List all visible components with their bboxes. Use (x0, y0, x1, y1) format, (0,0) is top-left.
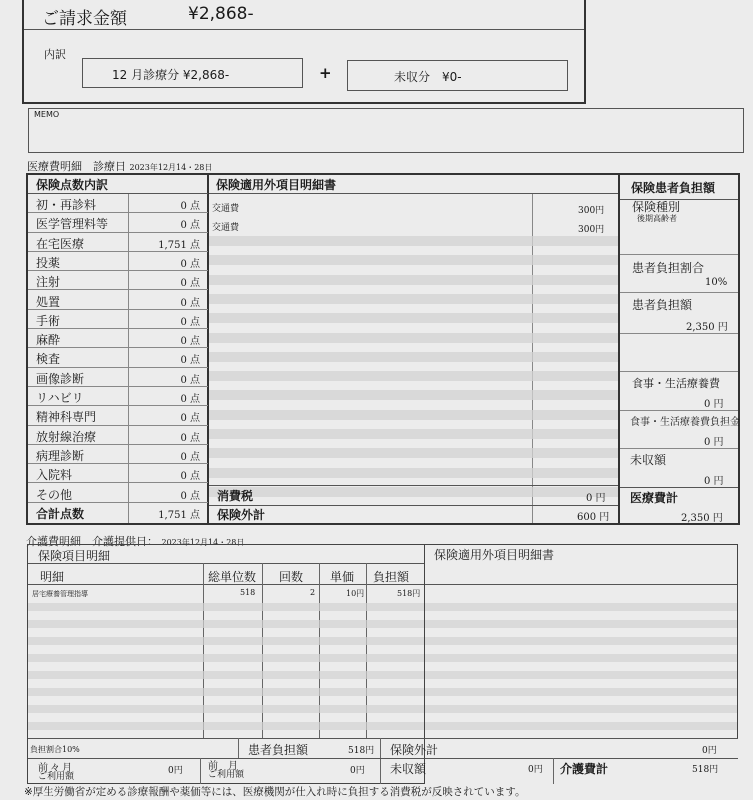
care-col-units: 総単位数 (208, 570, 257, 584)
points-row-value: 0 点 (180, 451, 200, 463)
points-row-value: 0 点 (180, 374, 200, 386)
noncovered-stripe (209, 487, 618, 497)
noncovered-stripe (209, 255, 618, 265)
points-row-label: 処置 (36, 294, 61, 309)
burden-rule (620, 292, 738, 293)
total-rule (620, 487, 738, 488)
points-row-label: リハビリ (36, 391, 84, 405)
care-noncov-sep (380, 738, 381, 784)
care-footer-rule (28, 738, 738, 739)
care-row-name: 居宅療養管理指導 (32, 590, 88, 598)
care-noncovered-stripe (425, 637, 737, 645)
meal-value: 0 円 (704, 399, 724, 410)
noncovered-stripe (209, 352, 618, 362)
points-row-label: その他 (36, 487, 73, 502)
care-stripe (28, 637, 424, 645)
ins-type-value: 後期高齢者 (637, 214, 677, 223)
care-prev-label-2: ご利用額 (38, 772, 75, 782)
noncovered-item-2-label: 交通費 (212, 223, 240, 233)
care-col-burden: 負担額 (373, 570, 410, 584)
care-stripe (28, 671, 424, 679)
points-row-label: 注射 (36, 275, 61, 290)
points-row-label: 病理診断 (36, 448, 85, 463)
care-heading-text: 介護費明細 介護提供日： (26, 535, 158, 548)
care-noncovered-section: 保険適用外項目明細書 (434, 548, 555, 562)
noncovered-stripe (209, 371, 618, 381)
care-stripe (28, 722, 424, 730)
care-covered-section: 保険項目明細 (38, 549, 111, 563)
points-row (28, 464, 208, 483)
care-footer-rule-2 (28, 758, 738, 759)
tax-value: 0 円 (586, 493, 606, 504)
burden-bottom-rule (620, 333, 738, 334)
col-points-header: 保険点数内訳 (36, 178, 109, 192)
tax-rule (209, 485, 618, 486)
care-noncovered-total-value: 0円 (702, 746, 717, 756)
care-prev-sep (200, 758, 201, 784)
unpaid-label: 未収額 (630, 453, 667, 467)
noncovered-item-2-value: 300円 (578, 225, 605, 235)
care-noncovered-stripe (425, 620, 737, 628)
points-row-value: 0 点 (180, 201, 200, 212)
care-col-price: 単価 (330, 570, 355, 584)
meal-burden-rule (620, 410, 738, 411)
care-row-burden: 518円 (397, 589, 421, 598)
points-row-label: 精神科専門 (36, 410, 97, 425)
noncovered-stripe (209, 429, 618, 439)
care-prev2-value: 0円 (350, 766, 365, 776)
tax-label: 消費税 (217, 489, 254, 503)
care-row-units: 518 (240, 588, 256, 597)
points-row-value: 0 点 (180, 278, 200, 290)
care-unpaid-label: 未収額 (390, 762, 427, 776)
points-row-label: 麻酔 (36, 333, 61, 348)
noncovered-stripe (209, 275, 618, 285)
rate-label: 患者負担割合 (632, 261, 705, 275)
points-row-value: 0 点 (180, 336, 200, 348)
noncovered-item-1-label: 交通費 (212, 204, 240, 214)
points-row (28, 271, 208, 290)
points-row-label: 手術 (36, 313, 61, 328)
care-noncovered-stripe (425, 654, 737, 662)
care-col-detail: 明細 (40, 570, 65, 584)
points-row-label: 画像診断 (36, 371, 85, 386)
noncovered-item-1-value: 300円 (578, 206, 605, 216)
care-noncovered-stripe (425, 603, 737, 611)
unpaid-rule (620, 448, 738, 449)
total-points-row (28, 503, 208, 523)
care-rate-note: 負担割合10% (30, 745, 80, 754)
points-row-value: 0 点 (180, 355, 200, 367)
points-row (28, 348, 208, 367)
points-row-value: 1,751 点 (158, 239, 200, 251)
points-row-label: 医学管理料等 (36, 217, 109, 232)
unpaid-value: 0 円 (704, 476, 724, 487)
memo-box (28, 108, 744, 153)
points-row (28, 252, 208, 271)
points-row-label: 入院料 (36, 468, 73, 483)
care-prev-label-1: 前々月 (38, 763, 74, 774)
rate-rule (620, 254, 738, 255)
points-row (28, 233, 208, 252)
points-row-value: 0 点 (180, 316, 200, 328)
burden-label: 患者負担額 (632, 298, 693, 312)
points-row-label: 放射線治療 (36, 429, 97, 444)
points-row (28, 310, 208, 329)
care-stripe (28, 603, 424, 611)
meal-burden-label: 食事・生活療養費負担金 (630, 417, 740, 428)
care-header-rule-top (28, 563, 424, 564)
care-burden-sep (238, 738, 239, 758)
points-row-value: 0 点 (180, 297, 200, 309)
points-row-label: 投薬 (36, 255, 61, 270)
points-row-value: 0 点 (180, 220, 200, 232)
points-row (28, 368, 208, 387)
care-row-count: 2 (310, 588, 316, 597)
care-patient-burden-value: 518円 (348, 746, 375, 756)
points-row-value: 0 点 (180, 394, 200, 405)
noncovered-total-value: 600 円 (577, 512, 610, 523)
december-amount: 12 月診療分 ¥2,868- (112, 68, 230, 82)
col-patient-header: 保険患者負担額 (631, 181, 716, 195)
noncovered-stripe (209, 390, 618, 400)
care-total-label: 介護費計 (560, 762, 609, 776)
memo-label: MEMO (34, 110, 60, 119)
care-total-value: 518円 (692, 765, 719, 775)
points-row-value: 0 点 (180, 432, 200, 444)
care-stripe (28, 705, 424, 713)
points-row-label: 在宅医療 (36, 236, 85, 251)
medical-total-value: 2,350 円 (681, 513, 723, 524)
noncovered-stripe (209, 294, 618, 304)
medical-date: 2023年12月14・28日 (129, 163, 213, 172)
care-total-sep (553, 758, 554, 784)
care-prev-value: 0円 (168, 766, 183, 776)
billing-total: ¥2,868- (188, 4, 254, 24)
care-row-price: 10円 (346, 589, 365, 598)
noncovered-stripe (209, 468, 618, 478)
points-row (28, 387, 208, 406)
medical-heading (27, 158, 212, 174)
care-noncovered-total-label: 保険外計 (390, 743, 439, 757)
noncovered-stripe (209, 333, 618, 343)
care-noncovered-stripe (425, 671, 737, 679)
col-noncovered-header: 保険適用外項目明細書 (216, 178, 337, 192)
points-row (28, 213, 208, 232)
care-noncov-header-rule (425, 584, 737, 585)
care-patient-burden-label: 患者負担額 (248, 743, 309, 757)
care-noncovered-stripe (425, 722, 737, 730)
care-stripe (28, 654, 424, 662)
care-prev2-label-2: ご利用額 (208, 770, 245, 780)
ins-type-label: 保険種別 (632, 200, 681, 214)
care-unpaid-value: 0円 (528, 765, 543, 775)
points-row (28, 426, 208, 445)
burden-value: 2,350 円 (686, 322, 728, 333)
care-noncovered-stripe (425, 688, 737, 696)
meal-rule (620, 371, 738, 372)
care-stripe (28, 688, 424, 696)
meal-label: 食事・生活療養費 (632, 377, 720, 390)
noncovered-total-label: 保険外計 (217, 508, 266, 522)
noncovered-stripe (209, 236, 618, 246)
meal-burden-value: 0 円 (704, 437, 724, 448)
points-row (28, 445, 208, 464)
points-row-value: 0 点 (180, 258, 200, 270)
points-row-value: 0 点 (180, 490, 200, 502)
total-points-value: 1,751 点 (158, 509, 200, 521)
points-row (28, 291, 208, 310)
points-row (28, 484, 208, 503)
medical-total-label: 医療費計 (630, 491, 679, 505)
unpaid-amount: 未収分 ¥0- (394, 70, 462, 84)
noncovered-stripe (209, 448, 618, 458)
header-rule-mid (209, 193, 618, 194)
points-row (28, 406, 208, 425)
medical-heading-text: 医療費明細 診療日 (27, 160, 126, 173)
plus-sign: + (319, 64, 332, 82)
care-prev2-label-1: 前 月 (208, 761, 238, 772)
care-noncovered-stripe (425, 705, 737, 713)
care-stripe (28, 620, 424, 628)
rate-value: 10% (705, 277, 728, 288)
care-col-count: 回数 (279, 570, 304, 584)
points-row-value: 0 点 (180, 471, 200, 483)
noncovered-total-rule (209, 505, 618, 506)
noncovered-stripe (209, 410, 618, 420)
total-points-label: 合計点数 (36, 506, 85, 521)
breakdown-label: 内訳 (44, 48, 66, 61)
care-date: 2023年12月14・28日 (161, 538, 245, 547)
points-row (28, 329, 208, 348)
billing-title: ご請求金額 (42, 9, 127, 29)
points-row-label: 初・再診料 (36, 198, 97, 212)
points-row-label: 検査 (36, 352, 61, 367)
points-row (28, 194, 208, 213)
col-sep-2 (618, 173, 620, 525)
footer-note: ※厚生労働省が定める診療報酬や薬価等には、医療機関が仕入れ時に負担する消費税が反映されています。 (24, 786, 526, 798)
noncovered-stripe (209, 313, 618, 323)
points-row-value: 0 点 (180, 413, 200, 425)
